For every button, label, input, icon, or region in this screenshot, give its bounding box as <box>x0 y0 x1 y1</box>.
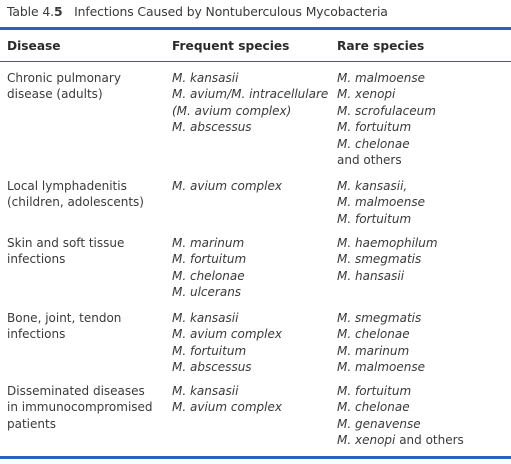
rare-species-line <box>337 136 436 152</box>
rare-species-line <box>337 86 436 102</box>
frequent-species-line <box>172 343 282 359</box>
frequent-species-text: M. chelonae <box>172 268 245 283</box>
frequent-species-line <box>172 235 246 251</box>
rare-species-line <box>337 194 425 210</box>
rare-species-text: M. hansasii <box>337 268 405 283</box>
header-disease: Disease <box>7 39 61 53</box>
rare-species-text: M. chelonae <box>337 136 410 151</box>
frequent-species-line <box>172 399 282 415</box>
rare-species-line <box>337 432 464 448</box>
rare-species-line <box>337 103 436 119</box>
frequent-species-line <box>172 178 282 194</box>
header-rare-species: Rare species <box>337 39 425 53</box>
frequent-species-text: M. avium complex <box>172 327 282 342</box>
rare-species-line <box>337 359 425 375</box>
rare-species-text: M. smegmatis <box>337 311 422 325</box>
rare-species-text: M. genavense <box>337 416 421 431</box>
rare-species-line <box>337 383 464 399</box>
rare-species-tail: and others <box>395 433 464 448</box>
rare-species-line <box>337 119 436 135</box>
frequent-species-cell <box>172 235 246 301</box>
rare-species-text: M. smegmatis <box>337 252 422 267</box>
frequent-species-cell <box>172 383 282 416</box>
disease-text: infections <box>7 252 66 267</box>
frequent-species-line <box>172 383 282 399</box>
disease-line <box>7 326 121 342</box>
frequent-species-line <box>172 326 282 342</box>
disease-line <box>7 310 121 326</box>
rare-species-text: M. chelonae <box>337 327 410 342</box>
rare-species-line <box>337 399 464 415</box>
frequent-species-line <box>172 268 246 284</box>
rare-species-text: M. fortuitum <box>337 120 412 135</box>
frequent-species-text: (M. avium complex) <box>172 103 292 118</box>
disease-line <box>7 86 121 102</box>
table-caption <box>7 4 388 19</box>
rare-species-line <box>337 211 425 227</box>
frequent-species-text: M. avium complex <box>172 179 282 193</box>
frequent-species-text: M. fortuitum <box>172 252 247 267</box>
disease-line <box>7 70 121 86</box>
disease-text: patients <box>7 416 56 431</box>
disease-cell <box>7 383 153 432</box>
disease-text: infections <box>7 327 66 342</box>
rare-species-text: M. fortuitum <box>337 211 412 226</box>
disease-line <box>7 399 153 415</box>
header-rule <box>0 61 511 62</box>
rare-species-line <box>337 326 425 342</box>
rare-species-line <box>337 235 438 251</box>
caption-number: 5 <box>54 4 63 19</box>
disease-cell <box>7 235 124 268</box>
rare-species-text: M. scrofulaceum <box>337 103 436 118</box>
rare-species-cell <box>337 178 425 227</box>
caption-title: Infections Caused by Nontuberculous Mycobacteria <box>74 4 388 19</box>
frequent-species-line <box>172 86 328 102</box>
disease-text: (children, adolescents) <box>7 195 144 210</box>
rare-species-text: M. malmoense <box>337 71 426 85</box>
disease-cell <box>7 70 121 103</box>
table-bottom-rule <box>0 456 511 459</box>
frequent-species-text: M. kansasii <box>172 311 239 325</box>
rare-species-text: M. fortuitum <box>337 384 412 398</box>
disease-text: in immunocompromised <box>7 400 153 415</box>
rare-species-cell <box>337 235 438 284</box>
frequent-species-text: M. avium/M. intracellulare <box>172 87 329 102</box>
rare-species-line <box>337 416 464 432</box>
disease-text: Skin and soft tissue <box>7 236 125 250</box>
rare-species-tail: and others <box>337 152 402 167</box>
header-frequent-species: Frequent species <box>172 39 290 53</box>
rare-species-text: M. malmoense <box>337 195 426 210</box>
disease-line <box>7 383 153 399</box>
disease-text: Bone, joint, tendon <box>7 311 122 325</box>
rare-species-line <box>337 70 436 86</box>
disease-text: disease (adults) <box>7 87 103 102</box>
frequent-species-cell <box>172 178 282 194</box>
disease-text: Disseminated diseases <box>7 384 145 398</box>
frequent-species-text: M. kansasii <box>172 384 239 398</box>
disease-line <box>7 251 124 267</box>
frequent-species-text: M. fortuitum <box>172 343 247 358</box>
rare-species-text: M. xenopi <box>337 87 396 102</box>
frequent-species-text: M. marinum <box>172 236 245 250</box>
disease-line <box>7 194 144 210</box>
rare-species-line <box>337 178 425 194</box>
rare-species-text: M. marinum <box>337 343 410 358</box>
frequent-species-line <box>172 310 282 326</box>
rare-species-line <box>337 310 425 326</box>
rare-species-text: M. haemophilum <box>337 236 438 250</box>
frequent-species-line <box>172 70 328 86</box>
frequent-species-text: M. abscessus <box>172 120 252 135</box>
disease-cell <box>7 310 121 343</box>
rare-species-line <box>337 343 425 359</box>
rare-species-line <box>337 268 438 284</box>
disease-line <box>7 178 144 194</box>
table-top-rule <box>0 27 511 30</box>
frequent-species-line <box>172 359 282 375</box>
rare-species-text: M. xenopi <box>337 433 396 448</box>
rare-species-text: M. malmoense <box>337 360 426 375</box>
frequent-species-cell <box>172 310 282 376</box>
frequent-species-cell <box>172 70 328 136</box>
frequent-species-text: M. ulcerans <box>172 285 242 300</box>
disease-text: Chronic pulmonary <box>7 71 121 85</box>
frequent-species-line <box>172 284 246 300</box>
frequent-species-text: M. abscessus <box>172 360 252 375</box>
rare-species-cell <box>337 383 464 449</box>
rare-species-text: M. kansasii, <box>337 179 408 193</box>
frequent-species-line <box>172 251 246 267</box>
frequent-species-line <box>172 119 328 135</box>
disease-line <box>7 416 153 432</box>
frequent-species-text: M. avium complex <box>172 400 282 415</box>
disease-line <box>7 235 124 251</box>
frequent-species-text: M. kansasii <box>172 71 239 85</box>
frequent-species-line <box>172 103 328 119</box>
rare-species-line <box>337 251 438 267</box>
rare-species-text: M. chelonae <box>337 400 410 415</box>
rare-species-cell <box>337 70 436 168</box>
caption-label: Table 4. <box>7 4 55 19</box>
disease-cell <box>7 178 144 211</box>
rare-species-cell <box>337 310 425 376</box>
disease-text: Local lymphadenitis <box>7 179 127 193</box>
